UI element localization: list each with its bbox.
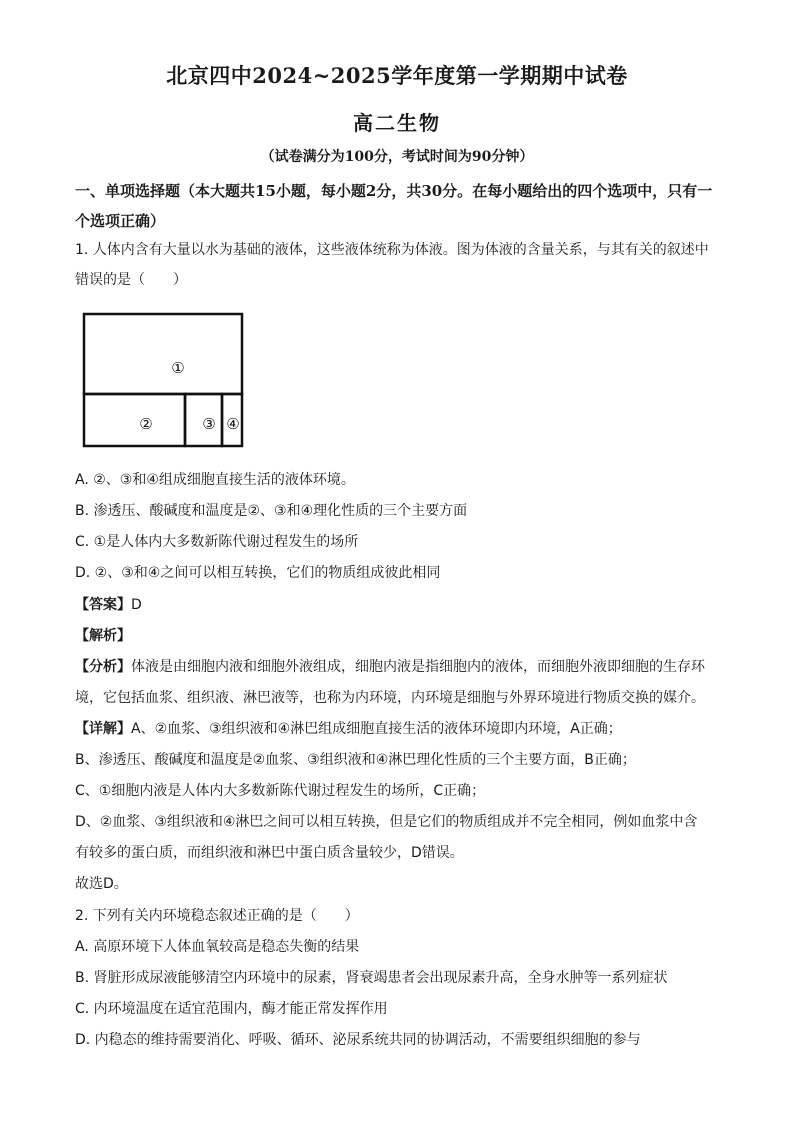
detail-a-text: A、②血浆、③组织液和④淋巴组成细胞直接生活的液体环境即内环境，A正确； bbox=[131, 721, 622, 737]
q1-detail-a bbox=[75, 719, 730, 739]
answer-tag: 【答案】 bbox=[75, 597, 131, 613]
q2-stem: 2. 下列有关内环境稳态叙述正确的是（ ） bbox=[75, 908, 359, 924]
q1-detail-d-line1: D、②血浆、③组织液和④淋巴之间可以相互转换，但是它们的物质组成并不完全相同，例如血浆中含 bbox=[75, 814, 698, 830]
fenxi-tag: 【分析】 bbox=[75, 659, 131, 675]
q2-option-b: B. 肾脏形成尿液能够清空内环境中的尿素，肾衰竭患者会出现尿素升高，全身水肿等一系列症状 bbox=[75, 970, 668, 986]
q1-conclusion: 故选D。 bbox=[75, 876, 128, 892]
q1-option-c: C. ①是人体内大多数新陈代谢过程发生的场所 bbox=[75, 534, 359, 550]
q1-option-a: A. ②、③和④组成细胞直接生活的液体环境。 bbox=[75, 472, 355, 488]
q1-stem-line1: 1. 人体内含有大量以水为基础的液体，这些液体统称为体液。图为体液的含量关系，与其有关的叙述中 bbox=[75, 242, 709, 258]
q2-option-c: C. 内环境温度在适宜范围内，酶才能正常发挥作用 bbox=[75, 1001, 388, 1017]
label-4: ④ bbox=[226, 415, 240, 433]
q1-detail-d-line2: 有较多的蛋白质，而组织液和淋巴中蛋白质含量较少，D错误。 bbox=[75, 845, 464, 861]
analysis-tag: 【解析】 bbox=[75, 628, 131, 644]
label-3: ③ bbox=[202, 415, 216, 433]
body-fluid-diagram bbox=[82, 312, 252, 454]
exam-title: 北京四中2024~2025学年度第一学期期中试卷 bbox=[166, 63, 628, 88]
q1-fenxi-line2: 境，它包括血浆、组织液、淋巴液等，也称为内环境，内环境是细胞与外界环境进行物质交换的媒介。 bbox=[75, 690, 705, 706]
fenxi-text-1: 体液是由细胞内液和细胞外液组成，细胞内液是指细胞内的液体，而细胞外液即细胞的生存环 bbox=[131, 659, 705, 675]
exam-note: （试卷满分为100分，考试时间为90分钟） bbox=[260, 149, 534, 165]
q1-analysis-tag bbox=[75, 626, 730, 646]
q1-option-b: B. 渗透压、酸碱度和温度是②、③和④理化性质的三个主要方面 bbox=[75, 503, 468, 519]
xiangjie-tag: 【详解】 bbox=[75, 721, 131, 737]
q2-option-d: D. 内稳态的维持需要消化、呼吸、循环、泌尿系统共同的协调活动，不需要组织细胞的参与 bbox=[75, 1032, 641, 1048]
q1-answer bbox=[75, 595, 730, 615]
q1-detail-c: C、①细胞内液是人体内大多数新陈代谢过程发生的场所，C正确； bbox=[75, 783, 486, 799]
q1-detail-b: B、渗透压、酸碱度和温度是②血浆、③组织液和④淋巴理化性质的三个主要方面，B正确； bbox=[75, 752, 636, 768]
box-2 bbox=[84, 394, 185, 446]
subject-title: 高二生物 bbox=[353, 111, 441, 135]
answer-value: D bbox=[131, 597, 142, 613]
section-heading: 一、单项选择题（本大题共15小题，每小题2分，共30分。在每小题给出的四个选项中，只有一个选项正确） bbox=[75, 182, 713, 230]
box-1 bbox=[84, 314, 242, 394]
q2-option-a: A. 高原环境下人体血氧较高是稳态失衡的结果 bbox=[75, 939, 360, 955]
label-1: ① bbox=[171, 359, 185, 377]
q1-option-d: D. ②、③和④之间可以相互转换，它们的物质组成彼此相同 bbox=[75, 565, 441, 581]
q1-fenxi-line1 bbox=[75, 657, 730, 677]
q1-stem-line2: 错误的是（ ） bbox=[75, 272, 187, 288]
label-2: ② bbox=[139, 415, 153, 433]
